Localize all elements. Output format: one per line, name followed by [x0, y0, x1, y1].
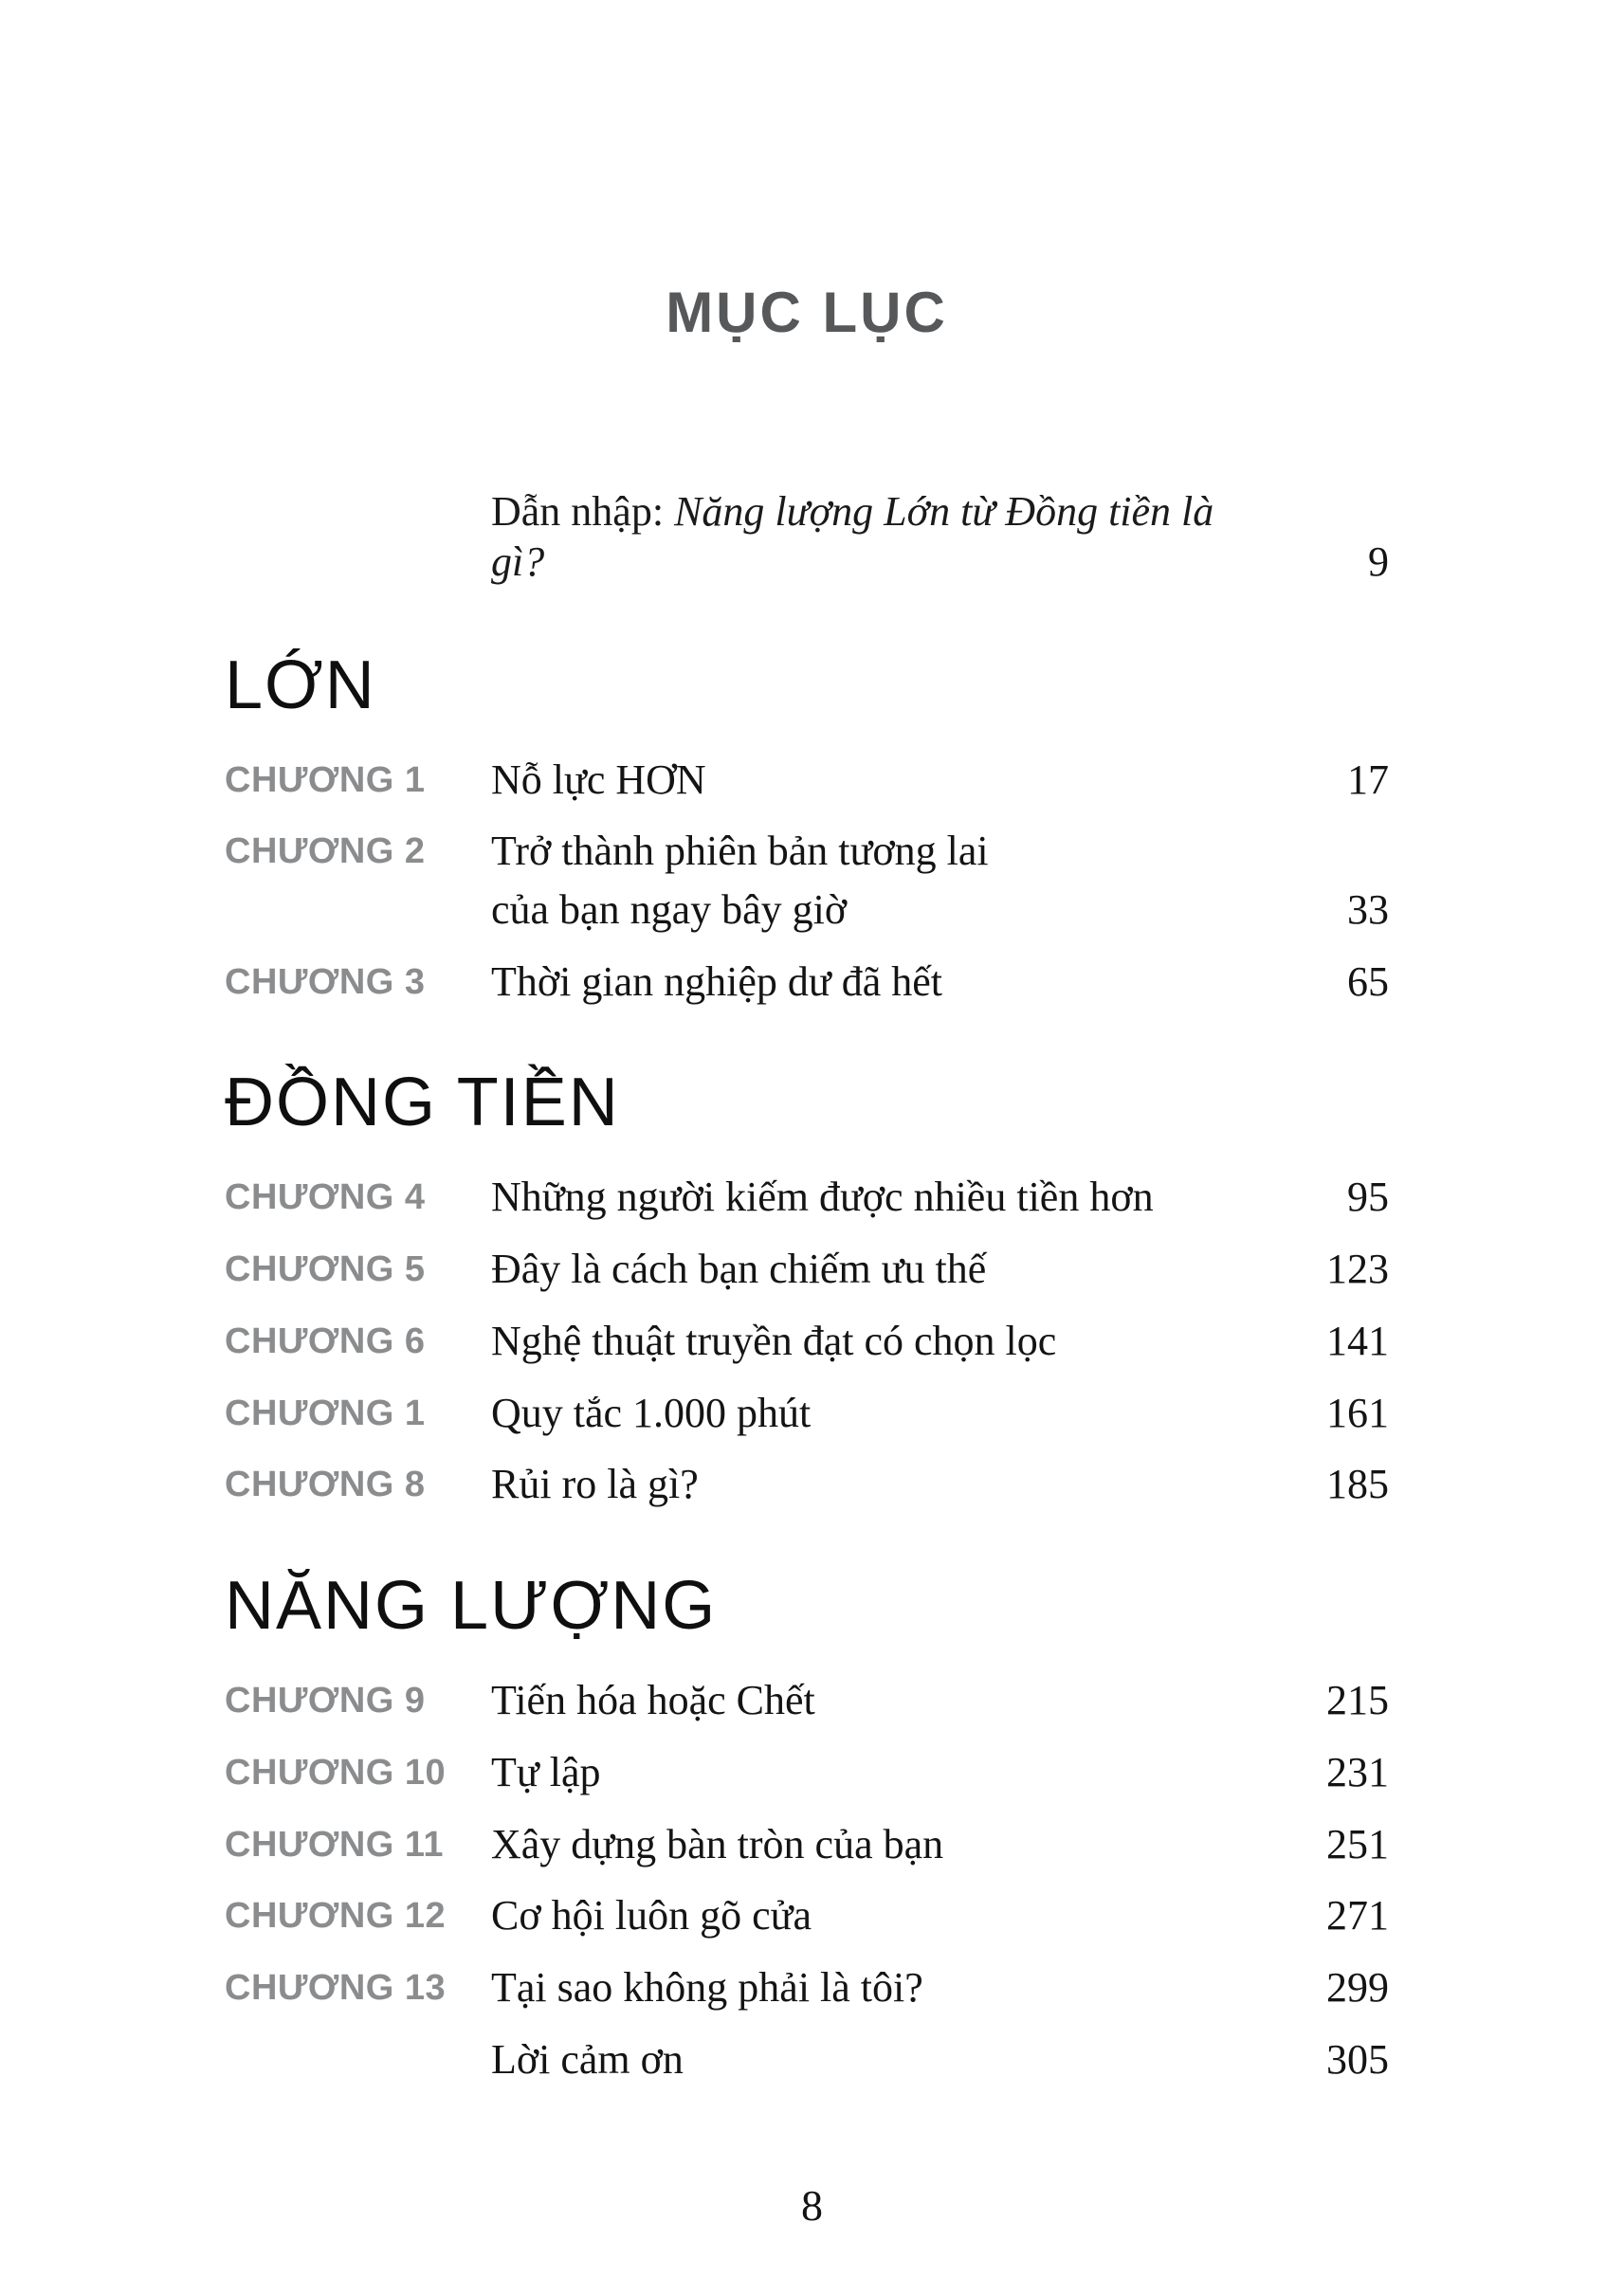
footer-page-number: 8 — [801, 2181, 823, 2230]
table-row — [225, 1821, 1389, 1868]
chapter-label: CHƯƠNG 1 — [225, 759, 426, 800]
chapter-title — [491, 828, 1266, 933]
chapter-title-line1: Rủi ro là gì? — [491, 1461, 699, 1508]
chapter-page-number: 123 — [1326, 1246, 1389, 1293]
chapter-label: CHƯƠNG 13 — [225, 1967, 447, 2008]
intro-page-number: 9 — [1368, 537, 1389, 585]
chapter-page-number: 17 — [1347, 756, 1389, 803]
section-heading-dong-tien: ĐỒNG TIỀN — [225, 1065, 620, 1141]
table-row — [225, 2036, 1389, 2084]
chapter-label: CHƯƠNG 4 — [225, 1177, 426, 1218]
section-heading-nang-luong: NĂNG LƯỢNG — [225, 1568, 718, 1645]
page-title: MỤC LỤC — [666, 281, 948, 344]
table-row — [225, 1461, 1389, 1508]
chapter-label: CHƯƠNG 6 — [225, 1321, 426, 1361]
chapter-title — [491, 1174, 1266, 1221]
chapter-page-number: 33 — [1347, 886, 1389, 934]
chapter-title — [491, 1677, 1266, 1724]
chapter-page-number: 305 — [1326, 2035, 1389, 2083]
chapter-page-number: 95 — [1347, 1174, 1389, 1221]
chapter-title — [491, 1821, 1266, 1868]
chapter-title — [491, 958, 1266, 1006]
chapter-title — [491, 1318, 1266, 1365]
chapter-label: CHƯƠNG 12 — [225, 1896, 447, 1937]
chapter-label: CHƯƠNG 11 — [225, 1824, 445, 1865]
intro-text — [491, 487, 1266, 588]
chapter-title-line1: Quy tắc 1.000 phút — [491, 1389, 812, 1436]
chapter-title-line1: Tự lập — [491, 1748, 601, 1795]
table-row — [225, 1174, 1389, 1221]
intro-italic-title: Năng lượng Lớn từ Đồng tiền là gì? — [491, 488, 1214, 585]
chapter-page-number: 185 — [1326, 1461, 1389, 1508]
chapter-title — [491, 1892, 1266, 1940]
chapter-title-line1: Nỗ lực HƠN — [491, 756, 706, 803]
chapter-label: CHƯƠNG 9 — [225, 1681, 426, 1721]
chapter-title-line1: Tiến hóa hoặc Chết — [491, 1677, 815, 1724]
table-row — [225, 756, 1389, 804]
chapter-page-number: 215 — [1326, 1677, 1389, 1724]
table-row — [225, 1677, 1389, 1724]
table-row — [225, 1318, 1389, 1365]
chapter-title-line1: Xây dựng bàn tròn của bạn — [491, 1820, 944, 1867]
table-row — [225, 1246, 1389, 1293]
table-row — [225, 958, 1389, 1006]
chapter-label: CHƯƠNG 3 — [225, 961, 426, 1002]
chapter-title-line1: Đây là cách bạn chiếm ưu thế — [491, 1246, 987, 1293]
chapter-title — [491, 1749, 1266, 1796]
chapter-page-number: 299 — [1326, 1963, 1389, 2011]
chapter-title-line1: Thời gian nghiệp dư đã hết — [491, 957, 943, 1005]
table-row — [225, 828, 1389, 933]
chapter-label: CHƯƠNG 1 — [225, 1393, 426, 1433]
chapter-label: CHƯƠNG 5 — [225, 1249, 426, 1290]
chapter-title-line1: Những người kiếm được nhiều tiền hơn — [491, 1174, 1154, 1221]
table-row — [225, 1892, 1389, 1940]
chapter-title — [491, 1964, 1266, 2012]
table-row — [225, 1390, 1389, 1437]
toc-content — [225, 0, 1389, 2107]
chapter-title — [491, 756, 1266, 804]
chapter-label: CHƯƠNG 10 — [225, 1752, 447, 1793]
chapter-title — [491, 1246, 1266, 1293]
chapter-title-line2: của bạn ngay bây giờ — [491, 886, 848, 934]
section-heading-lon: LỚN — [225, 647, 376, 723]
intro-prefix: Dẫn nhập: — [491, 488, 675, 535]
chapter-title — [491, 1390, 1266, 1437]
table-row — [225, 1964, 1389, 2012]
chapter-page-number: 231 — [1326, 1748, 1389, 1795]
chapter-title-line1: Tại sao không phải là tôi? — [491, 1963, 923, 2011]
chapter-page-number: 161 — [1326, 1389, 1389, 1436]
chapter-page-number: 251 — [1326, 1820, 1389, 1867]
chapter-title — [491, 1461, 1266, 1508]
chapter-label: CHƯƠNG 2 — [225, 831, 426, 872]
chapter-page-number: 65 — [1347, 957, 1389, 1005]
chapter-title-line1: Lời cảm ơn — [491, 2035, 684, 2083]
chapter-title-line1: Nghệ thuật truyền đạt có chọn lọc — [491, 1317, 1057, 1364]
chapter-page-number: 271 — [1326, 1892, 1389, 1940]
toc-intro-row — [225, 487, 1389, 588]
chapter-title-line1: Trở thành phiên bản tương lai — [491, 828, 989, 875]
chapter-page-number: 141 — [1326, 1317, 1389, 1364]
table-row — [225, 1749, 1389, 1796]
chapter-title — [491, 2036, 1266, 2084]
chapter-label: CHƯƠNG 8 — [225, 1465, 426, 1505]
chapter-title-line1: Cơ hội luôn gõ cửa — [491, 1892, 812, 1940]
chapter-label — [225, 2036, 491, 2040]
